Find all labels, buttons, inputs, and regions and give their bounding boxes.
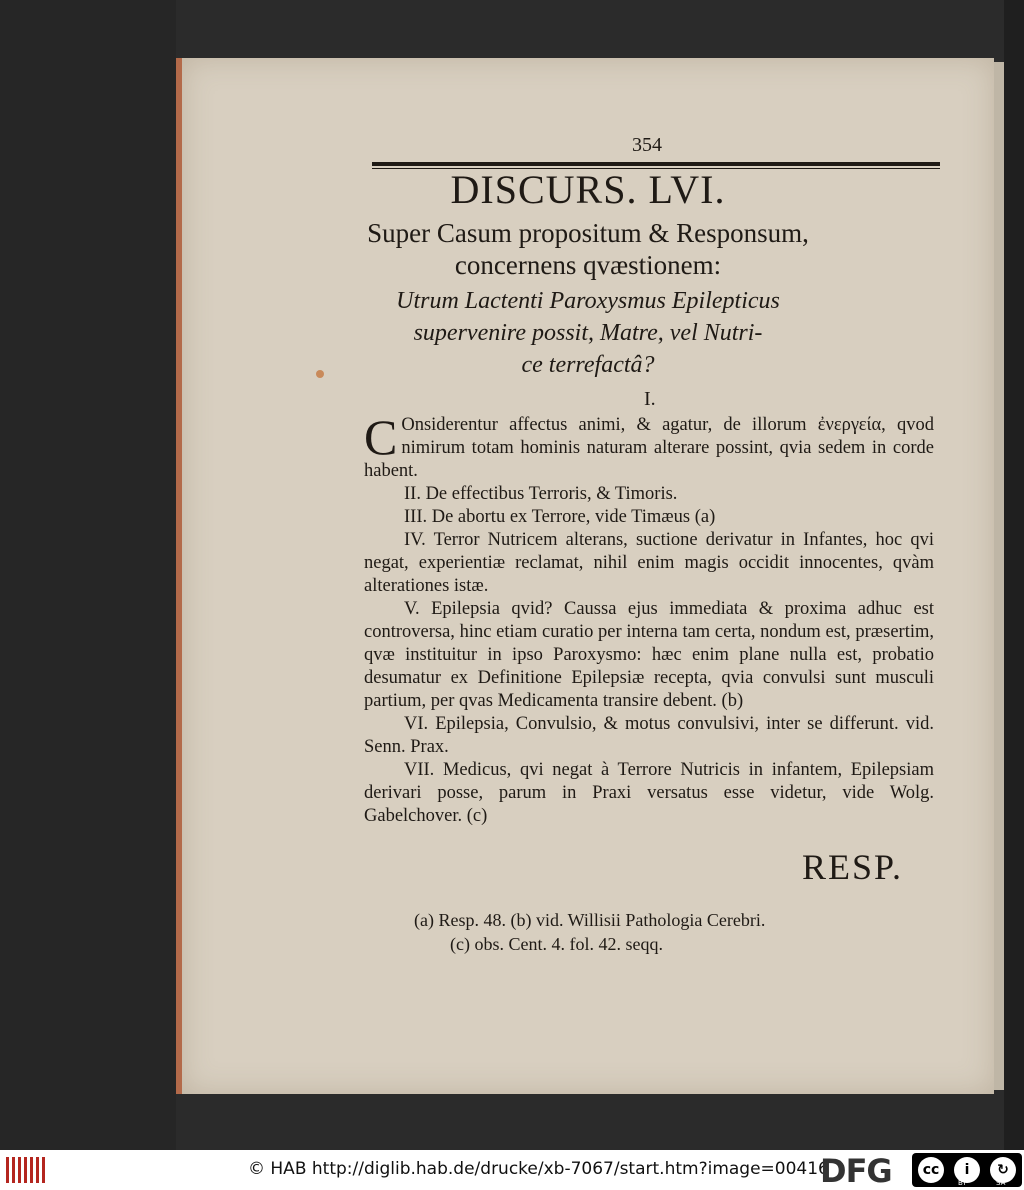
question-line-1: Utrum Lactenti Paroxysmus Epilepticus [396,288,780,314]
paragraph-1-text: Onsiderentur affectus animi, & agatur, de illorum ἐνεργεία, qvod nimirum totam hominis naturam alterare possint, qvia sedem in corde habent. [364,415,934,481]
by-label: BY [958,1179,967,1187]
footer-bar [0,1150,1024,1190]
footnote-line-2: (c) obs. Cent. 4. fol. 42. seqq. [450,934,663,954]
cc-icon: cc [918,1157,944,1183]
dfg-logo: DFG [820,1152,892,1190]
paragraph-4: IV. Terror Nutricem alterans, suctione derivatur in Infantes, hoc qvi negat, experientiæ reclamat, nihil enim magis occidit innocentes, qvàm alterationes istæ. [364,530,934,596]
section-numeral: I. [644,388,656,410]
page-content [182,58,994,1094]
paragraph-3: III. De abortu ex Terrore, vide Timæus (a) [404,507,716,527]
paragraph-2: II. De effectibus Terroris, & Timoris. [404,484,678,504]
subtitle-line-2: concernens qvæstionem: [454,250,722,280]
drop-cap: C [364,409,398,465]
body-text [364,409,934,828]
hab-logo-icon [6,1157,48,1183]
copyright-link[interactable]: © HAB http://diglib.hab.de/drucke/xb-7067/start.htm?image=00416 [248,1159,829,1179]
right-background [1004,0,1024,1150]
resp-heading: RESP. [802,847,904,887]
left-background [0,0,176,1150]
book-page [176,58,994,1094]
question-line-3: ce terrefactâ? [521,352,655,378]
page-number: 354 [632,134,662,156]
subtitle-line-1: Super Casum propositum & Responsum, [367,218,809,248]
paragraph-7: VII. Medicus, qvi negat à Terrore Nutricis in infantem, Epilepsiam derivari posse, parum in Praxi versatus esse videtur, vide Wolg. Gabelchover. (c) [364,760,934,826]
discourse-title: DISCURS. LVI. [450,167,726,212]
paragraph-6: VI. Epilepsia, Convulsio, & motus convulsivi, inter se differunt. vid. Senn. Prax. [364,714,934,757]
paragraph-5: V. Epilepsia qvid? Caussa ejus immediata & proxima adhuc est controversa, hinc etiam curatio per interna tam certa, nondum est, præsertim, qvæ instituitur in ipso Paroxysmo: hæc enim plane nulla est, probatio desumatur ex Definitione Epilepsiæ recepta, qvia convulsi sunt musculi partium, per qvas Medicamenta transire debent. (b) [364,599,934,711]
sa-label: SA [996,1179,1006,1187]
paragraph-1 [364,409,934,483]
share-alike-icon: ↻ [990,1157,1016,1183]
cc-license-badge[interactable] [912,1153,1022,1187]
footnote-line-1: (a) Resp. 48. (b) vid. Willisii Pathologia Cerebri. [414,910,766,930]
question-line-2: supervenire possit, Matre, vel Nutri- [413,320,763,346]
attribution-icon: i [954,1157,980,1183]
